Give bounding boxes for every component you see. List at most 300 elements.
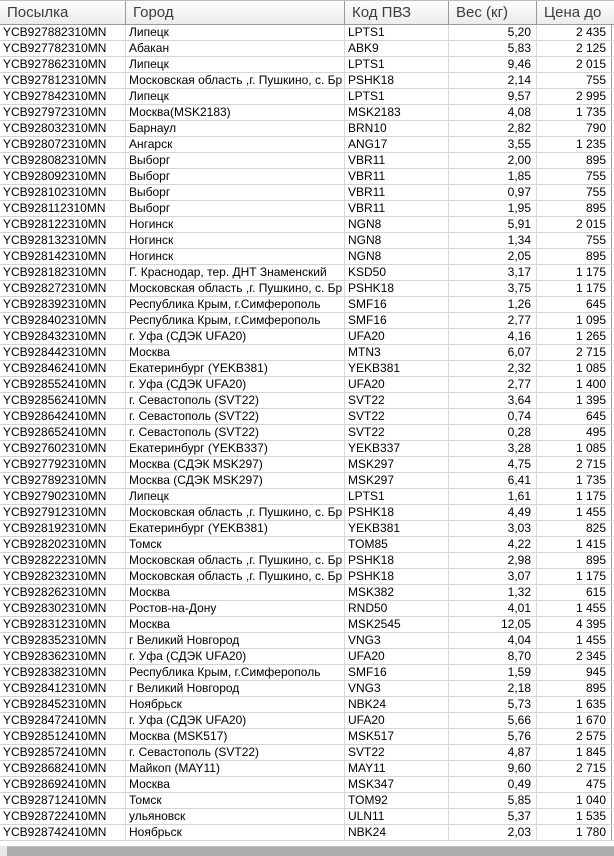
cell-parcel: YCB928472410MN — [0, 713, 126, 728]
table-row[interactable] — [0, 169, 614, 185]
cell-city: г. Севастополь (SVT22) — [126, 425, 345, 440]
cell-parcel: YCB928392310MN — [0, 297, 126, 312]
cell-pvz: MTN3 — [345, 345, 449, 360]
cell-weight: 5,20 — [449, 25, 537, 40]
cell-weight: 9,60 — [449, 761, 537, 776]
cell-pvz: PSHK18 — [345, 553, 449, 568]
cell-price: 895 — [537, 553, 612, 568]
cell-pvz: MSK382 — [345, 585, 449, 600]
cell-weight: 1,59 — [449, 665, 537, 680]
cell-pvz: SVT22 — [345, 393, 449, 408]
cell-city: Московская область ,г. Пушкино, с. Бр — [126, 281, 345, 296]
cell-pvz: MSK2183 — [345, 105, 449, 120]
cell-weight: 3,03 — [449, 521, 537, 536]
cell-pvz: PSHK18 — [345, 569, 449, 584]
table-row[interactable] — [0, 281, 614, 297]
cell-city: Липецк — [126, 57, 345, 72]
cell-price: 2 015 — [537, 57, 612, 72]
table-row[interactable] — [0, 41, 614, 57]
cell-weight: 2,32 — [449, 361, 537, 376]
cell-city: Ногинск — [126, 249, 345, 264]
table-row[interactable] — [0, 665, 614, 681]
cell-pvz: MAY11 — [345, 761, 449, 776]
cell-city: Выборг — [126, 185, 345, 200]
cell-pvz: SMF16 — [345, 665, 449, 680]
cell-weight: 3,07 — [449, 569, 537, 584]
table-row[interactable] — [0, 393, 614, 409]
table-row[interactable] — [0, 713, 614, 729]
table-row[interactable] — [0, 105, 614, 121]
cell-price: 895 — [537, 249, 612, 264]
table-row[interactable] — [0, 313, 614, 329]
cell-price: 2 435 — [537, 25, 612, 40]
cell-price: 1 085 — [537, 441, 612, 456]
table-row[interactable] — [0, 441, 614, 457]
cell-weight: 2,82 — [449, 121, 537, 136]
cell-pvz: NGN8 — [345, 249, 449, 264]
cell-city: Томск — [126, 537, 345, 552]
cell-price: 1 735 — [537, 473, 612, 488]
cell-city: Москва — [126, 777, 345, 792]
cell-pvz: ANG17 — [345, 137, 449, 152]
cell-city: Екатеринбург (YEKB381) — [126, 521, 345, 536]
cell-parcel: YCB928432310MN — [0, 329, 126, 344]
horizontal-scrollbar[interactable] — [0, 846, 614, 856]
cell-pvz: VBR11 — [345, 153, 449, 168]
cell-weight: 2,03 — [449, 825, 537, 840]
cell-city: г. Уфа (СДЭК UFA20) — [126, 377, 345, 392]
cell-price: 4 395 — [537, 617, 612, 632]
cell-pvz: SVT22 — [345, 409, 449, 424]
cell-weight: 1,34 — [449, 233, 537, 248]
cell-price: 1 455 — [537, 601, 612, 616]
cell-weight: 2,14 — [449, 73, 537, 88]
cell-price: 1 535 — [537, 809, 612, 824]
cell-price: 2 995 — [537, 89, 612, 104]
cell-parcel: YCB927972310MN — [0, 105, 126, 120]
cell-pvz: RND50 — [345, 601, 449, 616]
cell-city: Ростов-на-Дону — [126, 601, 345, 616]
cell-parcel: YCB928692410MN — [0, 777, 126, 792]
cell-weight: 2,18 — [449, 681, 537, 696]
cell-pvz: ULN11 — [345, 809, 449, 824]
table-row[interactable] — [0, 489, 614, 505]
table-row[interactable] — [0, 217, 614, 233]
cell-weight: 8,70 — [449, 649, 537, 664]
cell-parcel: YCB928712410MN — [0, 793, 126, 808]
cell-weight: 4,16 — [449, 329, 537, 344]
cell-weight: 2,98 — [449, 553, 537, 568]
cell-pvz: VBR11 — [345, 169, 449, 184]
table-row[interactable] — [0, 73, 614, 89]
cell-price: 2 015 — [537, 217, 612, 232]
cell-price: 1 175 — [537, 281, 612, 296]
cell-pvz: TOM92 — [345, 793, 449, 808]
cell-price: 495 — [537, 425, 612, 440]
cell-price: 1 085 — [537, 361, 612, 376]
cell-city: Республика Крым, г.Симферополь — [126, 665, 345, 680]
column-header-weight[interactable]: Вес (кг) — [449, 1, 537, 24]
table-row[interactable] — [0, 745, 614, 761]
cell-parcel: YCB927782310MN — [0, 41, 126, 56]
cell-weight: 1,95 — [449, 201, 537, 216]
cell-weight: 0,28 — [449, 425, 537, 440]
cell-pvz: YEKB381 — [345, 521, 449, 536]
cell-weight: 0,74 — [449, 409, 537, 424]
table-row[interactable] — [0, 265, 614, 281]
cell-pvz: LPTS1 — [345, 25, 449, 40]
table-row[interactable] — [0, 473, 614, 489]
cell-parcel: YCB928362310MN — [0, 649, 126, 664]
table-row[interactable] — [0, 777, 614, 793]
cell-pvz: LPTS1 — [345, 489, 449, 504]
table-row[interactable] — [0, 681, 614, 697]
cell-pvz: BRN10 — [345, 121, 449, 136]
cell-pvz: SVT22 — [345, 745, 449, 760]
cell-weight: 1,61 — [449, 489, 537, 504]
cell-price: 2 575 — [537, 729, 612, 744]
cell-parcel: YCB928442310MN — [0, 345, 126, 360]
cell-price: 1 400 — [537, 377, 612, 392]
cell-weight: 0,97 — [449, 185, 537, 200]
cell-city: Москва — [126, 585, 345, 600]
cell-pvz: UFA20 — [345, 649, 449, 664]
cell-pvz: PSHK18 — [345, 281, 449, 296]
cell-city: Выборг — [126, 169, 345, 184]
cell-pvz: LPTS1 — [345, 89, 449, 104]
cell-parcel: YCB927792310MN — [0, 457, 126, 472]
cell-city: Липецк — [126, 489, 345, 504]
cell-city: Г. Краснодар, тер. ДНТ Знаменский — [126, 265, 345, 280]
horizontal-scrollbar-thumb[interactable] — [7, 846, 614, 856]
table-row[interactable] — [0, 185, 614, 201]
cell-city: Москва(MSK2183) — [126, 105, 345, 120]
cell-city: г Великий Новгород — [126, 681, 345, 696]
cell-parcel: YCB927912310MN — [0, 505, 126, 520]
cell-weight: 6,07 — [449, 345, 537, 360]
table-row[interactable] — [0, 697, 614, 713]
cell-weight: 9,46 — [449, 57, 537, 72]
cell-price: 895 — [537, 681, 612, 696]
cell-city: Московская область ,г. Пушкино, с. Бр — [126, 505, 345, 520]
table-row[interactable] — [0, 505, 614, 521]
cell-city: г. Севастополь (SVT22) — [126, 745, 345, 760]
cell-weight: 9,57 — [449, 89, 537, 104]
cell-weight: 5,37 — [449, 809, 537, 824]
cell-weight: 5,66 — [449, 713, 537, 728]
cell-weight: 4,87 — [449, 745, 537, 760]
cell-price: 2 715 — [537, 457, 612, 472]
cell-price: 895 — [537, 153, 612, 168]
cell-city: Барнаул — [126, 121, 345, 136]
cell-parcel: YCB928412310MN — [0, 681, 126, 696]
cell-price: 1 395 — [537, 393, 612, 408]
cell-price: 755 — [537, 169, 612, 184]
cell-city: Ноябрьск — [126, 697, 345, 712]
cell-pvz: MSK297 — [345, 473, 449, 488]
cell-parcel: YCB928402310MN — [0, 313, 126, 328]
cell-price: 1 175 — [537, 489, 612, 504]
cell-price: 1 735 — [537, 105, 612, 120]
table-row[interactable] — [0, 89, 614, 105]
cell-city: Москва (СДЭК MSK297) — [126, 457, 345, 472]
cell-price: 1 670 — [537, 713, 612, 728]
cell-city: Екатеринбург (YEKB337) — [126, 441, 345, 456]
cell-parcel: YCB928102310MN — [0, 185, 126, 200]
cell-parcel: YCB928182310MN — [0, 265, 126, 280]
table-row[interactable] — [0, 585, 614, 601]
cell-parcel: YCB928122310MN — [0, 217, 126, 232]
cell-city: г Великий Новгород — [126, 633, 345, 648]
cell-city: Липецк — [126, 89, 345, 104]
table-row[interactable] — [0, 569, 614, 585]
cell-weight: 2,00 — [449, 153, 537, 168]
cell-city: Выборг — [126, 201, 345, 216]
cell-weight: 2,77 — [449, 313, 537, 328]
cell-price: 2 715 — [537, 345, 612, 360]
cell-city: г. Севастополь (SVT22) — [126, 393, 345, 408]
cell-parcel: YCB928262310MN — [0, 585, 126, 600]
cell-price: 825 — [537, 521, 612, 536]
cell-weight: 3,28 — [449, 441, 537, 456]
cell-parcel: YCB928382310MN — [0, 665, 126, 680]
cell-weight: 2,05 — [449, 249, 537, 264]
table-row[interactable] — [0, 649, 614, 665]
cell-parcel: YCB928302310MN — [0, 601, 126, 616]
table-row[interactable] — [0, 729, 614, 745]
cell-price: 645 — [537, 297, 612, 312]
cell-price: 755 — [537, 73, 612, 88]
table-row[interactable] — [0, 457, 614, 473]
cell-weight: 5,91 — [449, 217, 537, 232]
cell-pvz: NGN8 — [345, 217, 449, 232]
cell-pvz: KSD50 — [345, 265, 449, 280]
cell-parcel: YCB928272310MN — [0, 281, 126, 296]
cell-weight: 2,77 — [449, 377, 537, 392]
cell-city: Москва (MSK517) — [126, 729, 345, 744]
cell-pvz: UFA20 — [345, 377, 449, 392]
cell-pvz: ABK9 — [345, 41, 449, 56]
cell-parcel: YCB928462410MN — [0, 361, 126, 376]
cell-pvz: MSK2545 — [345, 617, 449, 632]
table-row[interactable] — [0, 249, 614, 265]
cell-pvz: MSK517 — [345, 729, 449, 744]
table-body — [0, 25, 614, 841]
cell-pvz: SVT22 — [345, 425, 449, 440]
column-header-pvz[interactable]: Код ПВЗ — [345, 1, 449, 24]
cell-weight: 5,85 — [449, 793, 537, 808]
table-row[interactable] — [0, 233, 614, 249]
cell-price: 1 040 — [537, 793, 612, 808]
table-row[interactable] — [0, 809, 614, 825]
cell-price: 945 — [537, 665, 612, 680]
cell-parcel: YCB927882310MN — [0, 25, 126, 40]
cell-city: Ногинск — [126, 233, 345, 248]
cell-weight: 1,85 — [449, 169, 537, 184]
cell-city: Москва — [126, 617, 345, 632]
cell-city: Москва — [126, 345, 345, 360]
cell-parcel: YCB928312310MN — [0, 617, 126, 632]
cell-price: 1 635 — [537, 697, 612, 712]
cell-price: 755 — [537, 233, 612, 248]
cell-parcel: YCB928552410MN — [0, 377, 126, 392]
cell-weight: 5,73 — [449, 697, 537, 712]
cell-parcel: YCB928572410MN — [0, 745, 126, 760]
cell-city: Москва (СДЭК MSK297) — [126, 473, 345, 488]
cell-city: г. Уфа (СДЭК UFA20) — [126, 713, 345, 728]
cell-price: 2 125 — [537, 41, 612, 56]
cell-parcel: YCB927602310MN — [0, 441, 126, 456]
cell-city: г. Уфа (СДЭК UFA20) — [126, 649, 345, 664]
cell-parcel: YCB928722410MN — [0, 809, 126, 824]
cell-pvz: SMF16 — [345, 297, 449, 312]
cell-city: Выборг — [126, 153, 345, 168]
table-row[interactable] — [0, 297, 614, 313]
cell-parcel: YCB927812310MN — [0, 73, 126, 88]
cell-parcel: YCB928232310MN — [0, 569, 126, 584]
cell-weight: 3,64 — [449, 393, 537, 408]
table-row[interactable] — [0, 553, 614, 569]
cell-parcel: YCB928452310MN — [0, 697, 126, 712]
table-row[interactable] — [0, 425, 614, 441]
cell-price: 2 715 — [537, 761, 612, 776]
cell-weight: 6,41 — [449, 473, 537, 488]
cell-pvz: UFA20 — [345, 329, 449, 344]
column-header-parcel[interactable]: Посылка — [0, 1, 126, 24]
cell-parcel: YCB928742410MN — [0, 825, 126, 840]
table-row[interactable] — [0, 521, 614, 537]
table-row[interactable] — [0, 633, 614, 649]
cell-parcel: YCB928072310MN — [0, 137, 126, 152]
cell-pvz: PSHK18 — [345, 73, 449, 88]
cell-price: 1 095 — [537, 313, 612, 328]
cell-price: 1 455 — [537, 505, 612, 520]
cell-weight: 3,55 — [449, 137, 537, 152]
cell-city: Абакан — [126, 41, 345, 56]
cell-pvz: VNG3 — [345, 681, 449, 696]
column-header-city[interactable]: Город — [126, 1, 345, 24]
cell-price: 1 235 — [537, 137, 612, 152]
cell-parcel: YCB927902310MN — [0, 489, 126, 504]
cell-city: Майкоп (MAY11) — [126, 761, 345, 776]
cell-weight: 3,75 — [449, 281, 537, 296]
cell-pvz: PSHK18 — [345, 505, 449, 520]
cell-parcel: YCB928682410MN — [0, 761, 126, 776]
cell-parcel: YCB928112310MN — [0, 201, 126, 216]
table-row[interactable] — [0, 377, 614, 393]
table-row[interactable] — [0, 361, 614, 377]
cell-city: г. Севастополь (SVT22) — [126, 409, 345, 424]
table-row[interactable] — [0, 409, 614, 425]
cell-weight: 4,22 — [449, 537, 537, 552]
cell-price: 1 780 — [537, 825, 612, 840]
cell-pvz: YEKB337 — [345, 441, 449, 456]
table-row[interactable] — [0, 761, 614, 777]
cell-weight: 4,01 — [449, 601, 537, 616]
cell-city: Ноябрьск — [126, 825, 345, 840]
cell-pvz: VNG3 — [345, 633, 449, 648]
cell-city: Московская область ,г. Пушкино, с. Бр — [126, 73, 345, 88]
cell-parcel: YCB928352310MN — [0, 633, 126, 648]
cell-weight: 4,49 — [449, 505, 537, 520]
table-row[interactable] — [0, 601, 614, 617]
cell-price: 645 — [537, 409, 612, 424]
cell-weight: 5,83 — [449, 41, 537, 56]
cell-price: 475 — [537, 777, 612, 792]
cell-price: 1 265 — [537, 329, 612, 344]
cell-parcel: YCB928652410MN — [0, 425, 126, 440]
cell-pvz: NBK24 — [345, 697, 449, 712]
cell-pvz: VBR11 — [345, 201, 449, 216]
cell-parcel: YCB927842310MN — [0, 89, 126, 104]
cell-weight: 1,26 — [449, 297, 537, 312]
table-row[interactable] — [0, 57, 614, 73]
cell-city: Липецк — [126, 25, 345, 40]
cell-parcel: YCB927892310MN — [0, 473, 126, 488]
table-row[interactable] — [0, 25, 614, 41]
cell-city: г. Уфа (СДЭК UFA20) — [126, 329, 345, 344]
cell-city: Ангарск — [126, 137, 345, 152]
cell-weight: 4,04 — [449, 633, 537, 648]
cell-parcel: YCB928092310MN — [0, 169, 126, 184]
cell-pvz: LPTS1 — [345, 57, 449, 72]
cell-parcel: YCB928142310MN — [0, 249, 126, 264]
cell-parcel: YCB928642410MN — [0, 409, 126, 424]
table-header-row — [0, 0, 614, 25]
table-row[interactable] — [0, 617, 614, 633]
cell-pvz: TOM85 — [345, 537, 449, 552]
cell-price: 1 455 — [537, 633, 612, 648]
table-row[interactable] — [0, 121, 614, 137]
cell-price: 2 345 — [537, 649, 612, 664]
cell-price: 790 — [537, 121, 612, 136]
cell-pvz: MSK297 — [345, 457, 449, 472]
cell-price: 1 175 — [537, 265, 612, 280]
cell-weight: 5,76 — [449, 729, 537, 744]
cell-parcel: YCB928132310MN — [0, 233, 126, 248]
cell-weight: 1,32 — [449, 585, 537, 600]
table-row[interactable] — [0, 537, 614, 553]
cell-city: Московская область ,г. Пушкино, с. Бр — [126, 569, 345, 584]
cell-price: 1 845 — [537, 745, 612, 760]
cell-parcel: YCB928082310MN — [0, 153, 126, 168]
cell-price: 895 — [537, 201, 612, 216]
cell-pvz: VBR11 — [345, 185, 449, 200]
table-row[interactable] — [0, 201, 614, 217]
cell-pvz: YEKB381 — [345, 361, 449, 376]
cell-price: 615 — [537, 585, 612, 600]
cell-parcel: YCB928222310MN — [0, 553, 126, 568]
cell-parcel: YCB928192310MN — [0, 521, 126, 536]
table-row[interactable] — [0, 825, 614, 841]
column-header-price[interactable]: Цена до — [544, 4, 602, 21]
table-row[interactable] — [0, 793, 614, 809]
cell-pvz: MSK347 — [345, 777, 449, 792]
cell-city: Республика Крым, г.Симферополь — [126, 297, 345, 312]
cell-weight: 12,05 — [449, 617, 537, 632]
cell-city: ульяновск — [126, 809, 345, 824]
cell-price: 1 415 — [537, 537, 612, 552]
table-row[interactable] — [0, 345, 614, 361]
cell-pvz: NGN8 — [345, 233, 449, 248]
table-row[interactable] — [0, 137, 614, 153]
cell-price: 1 175 — [537, 569, 612, 584]
cell-pvz: SMF16 — [345, 313, 449, 328]
cell-city: Республика Крым, г.Симферополь — [126, 313, 345, 328]
table-row[interactable] — [0, 329, 614, 345]
table-row[interactable] — [0, 153, 614, 169]
cell-city: Московская область ,г. Пушкино, с. Бр — [126, 553, 345, 568]
